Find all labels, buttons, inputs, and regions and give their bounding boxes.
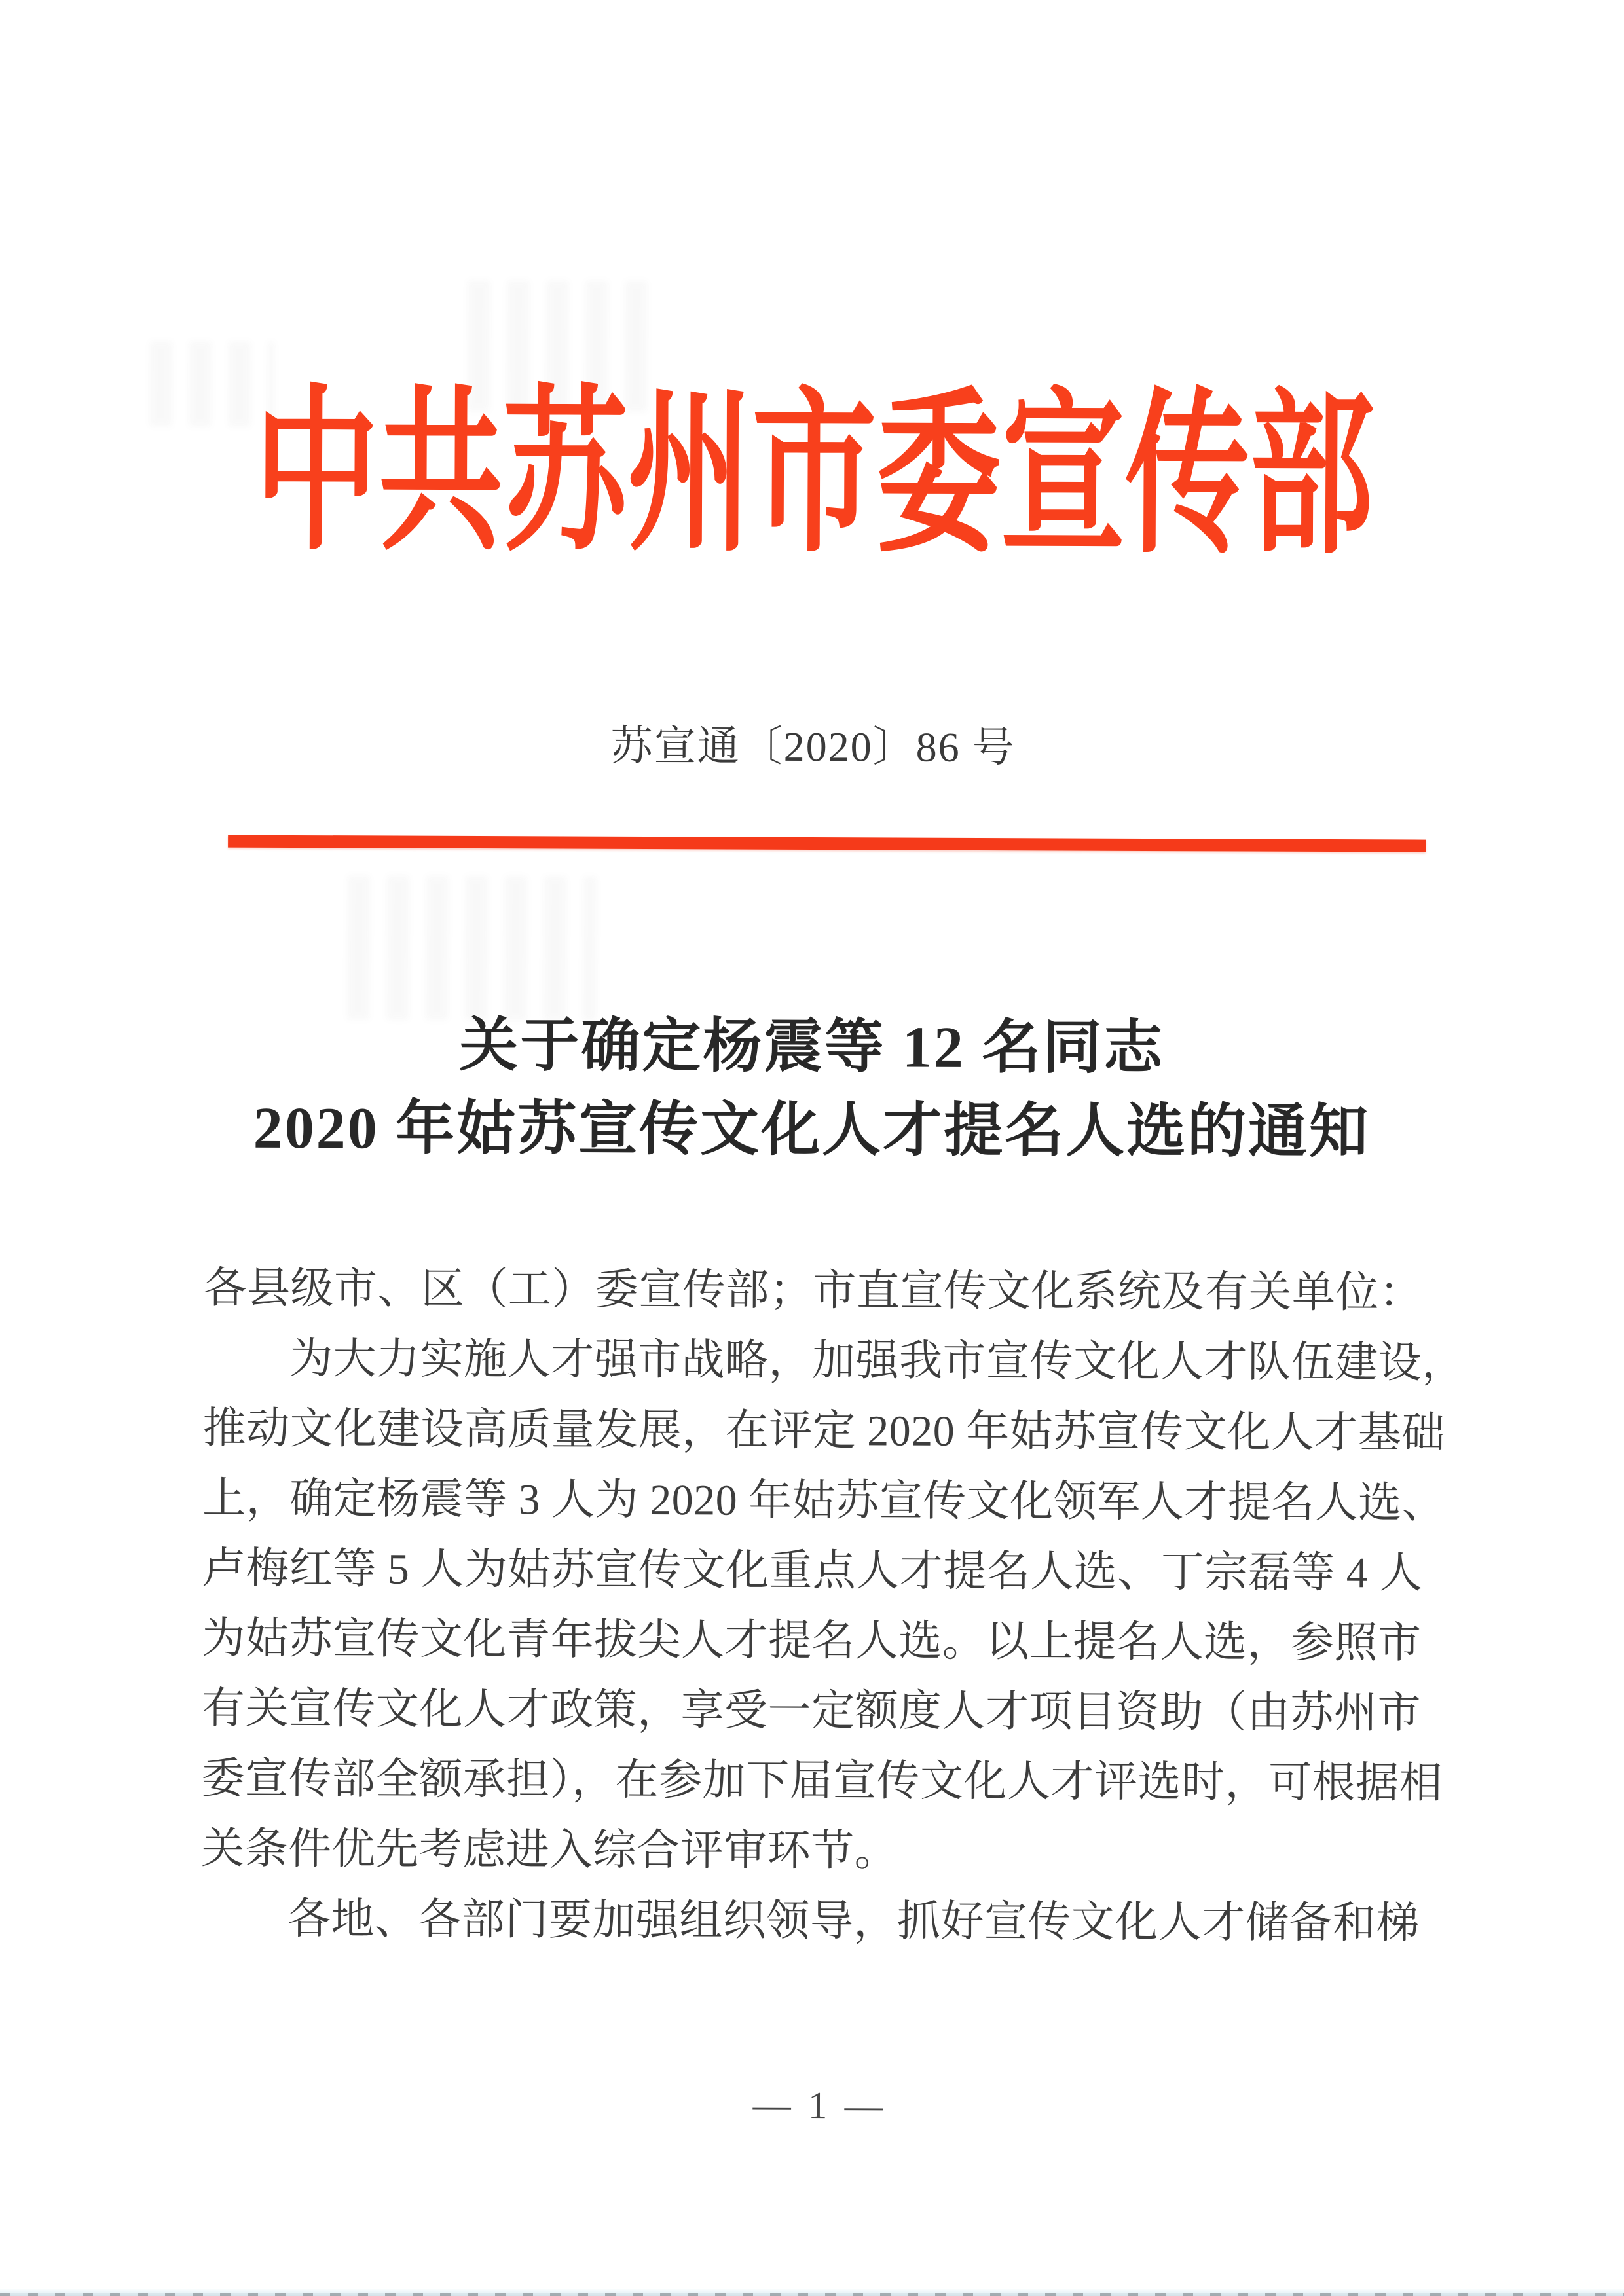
document-title [0, 1002, 1624, 1175]
body-line: 关条件优先考虑进入综合评审环节。 [201, 1825, 898, 1876]
red-separator-rule [228, 835, 1426, 852]
document-title-line-1: 关于确定杨震等 12 名同志 [459, 1013, 1165, 1082]
body-line: 推动文化建设高质量发展，在评定 2020 年姑苏宣传文化人才基础 [202, 1404, 1445, 1457]
body-text [201, 1253, 1466, 1958]
body-line: 有关宣传文化人才政策，享受一定额度人才项目资助（由苏州市 [201, 1685, 1422, 1738]
body-line: 各县级市、区（工）委宣传部；市直宣传文化系统及有关单位： [203, 1264, 1423, 1317]
issuer-header: 中共苏州市委宣传部 [253, 376, 1375, 576]
body-line: 为姑苏宣传文化青年拔尖人才提名人选。以上提名人选，参照市 [202, 1614, 1422, 1667]
body-line: 各地、各部门要加强组织领导，抓好宣传文化人才储备和梯 [287, 1895, 1420, 1948]
page-number: — 1 — [752, 2083, 887, 2127]
scanner-bottom-edge [0, 2289, 1624, 2296]
body-line: 为大力实施人才强市战略，加强我市宣传文化人才队伍建设， [289, 1334, 1466, 1387]
body-line: 卢梅红等 5 人为姑苏宣传文化重点人才提名人选、丁宗磊等 4 人 [202, 1544, 1423, 1597]
body-line: 上，确定杨震等 3 人为 2020 年姑苏宣传文化领军人才提名人选、 [202, 1474, 1446, 1527]
doc-number: 苏宣通〔2020〕86 号 [610, 722, 1016, 771]
scan-artifact [347, 875, 597, 1020]
document-title-line-2: 2020 年姑苏宣传文化人才提名人选的通知 [253, 1095, 1371, 1165]
body-line: 委宣传部全额承担），在参加下届宣传文化人才评选时，可根据相 [201, 1755, 1443, 1808]
